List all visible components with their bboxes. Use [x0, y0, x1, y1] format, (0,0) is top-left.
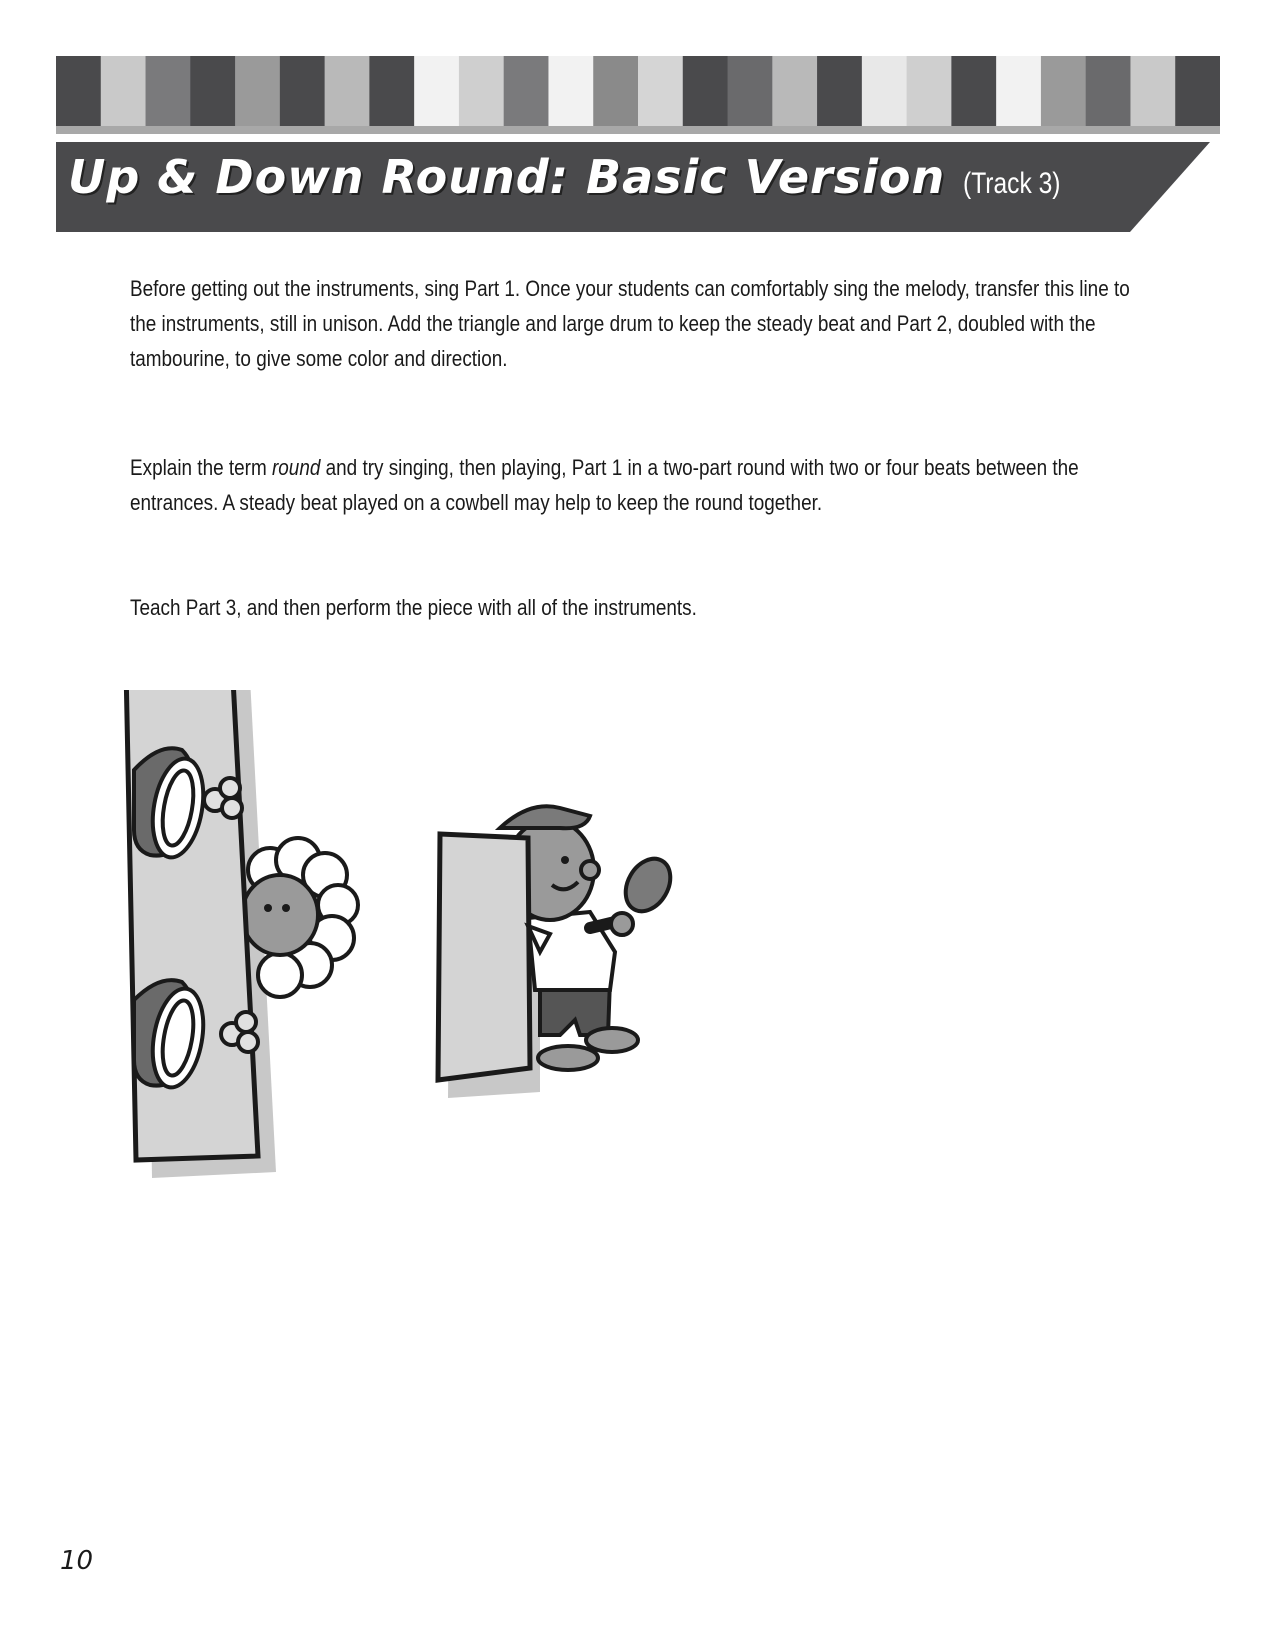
header-stripe — [593, 56, 638, 126]
header-stripe — [101, 56, 146, 126]
header-stripe — [146, 56, 191, 126]
title-heading — [68, 150, 1082, 220]
header-stripe — [369, 56, 414, 126]
header-stripe — [504, 56, 549, 126]
header-stripe — [548, 56, 593, 126]
header-stripe — [862, 56, 907, 126]
header-stripe — [325, 56, 370, 126]
paragraph-2-start: Explain the term — [130, 455, 272, 480]
page-title: Up & Down Round: Basic Version — [68, 150, 946, 204]
header-stripe — [190, 56, 235, 126]
header-stripe — [1175, 56, 1220, 126]
page-number: 10 — [60, 1546, 94, 1576]
header-stripe — [1041, 56, 1086, 126]
header-stripe — [772, 56, 817, 126]
header-stripe — [235, 56, 280, 126]
header-stripe — [907, 56, 952, 126]
header-stripe — [951, 56, 996, 126]
paragraph-1: Before getting out the instruments, sing Part 1. Once your students can comfortably sing the melody, transfer this line to the instruments, still in unison. Add the triangle and large drum to keep the steady beat and Part 2, doubled with the tambourine, to give some color and direction. — [130, 276, 1130, 371]
paragraph-2-end: and try singing, then playing, Part 1 in a two-part round with two or four beats between the entrances. A steady beat played on a cowbell may help to keep the round together. — [130, 455, 1079, 515]
paragraph-2 — [130, 450, 1136, 520]
header-stripe — [56, 56, 101, 126]
maraca-kid-behind-board-icon — [438, 806, 679, 1098]
header-stripes — [56, 56, 1220, 134]
header-stripe — [728, 56, 773, 126]
header-stripe — [280, 56, 325, 126]
header-stripe — [817, 56, 862, 126]
header-stripe — [1086, 56, 1131, 126]
header-stripe — [414, 56, 459, 126]
term-round: round — [271, 455, 321, 480]
header-stripe — [1130, 56, 1175, 126]
header-stripe — [996, 56, 1041, 126]
conga-drummer-behind-board-icon — [126, 690, 358, 1178]
paragraph-3: Teach Part 3, and then perform the piece with all of the instruments. — [130, 595, 697, 620]
track-label: (Track 3) — [963, 167, 1061, 200]
header-stripe — [638, 56, 683, 126]
header-stripe — [683, 56, 728, 126]
illustration — [120, 690, 720, 1230]
header-stripe — [459, 56, 504, 126]
